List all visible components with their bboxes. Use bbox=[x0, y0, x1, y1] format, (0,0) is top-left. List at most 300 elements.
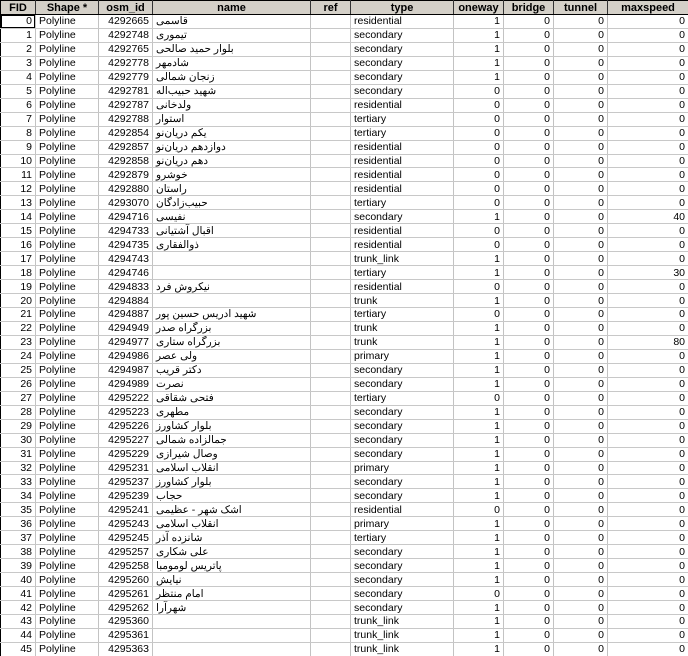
cell-type[interactable]: residential bbox=[351, 140, 454, 154]
cell-ref[interactable] bbox=[311, 335, 351, 349]
cell-oneway[interactable]: 1 bbox=[454, 56, 504, 70]
cell-name[interactable]: شادمهر bbox=[153, 56, 311, 70]
cell-ref[interactable] bbox=[311, 405, 351, 419]
column-header-name[interactable]: name bbox=[153, 1, 311, 15]
cell-name[interactable]: ولی عصر bbox=[153, 349, 311, 363]
cell-type[interactable]: trunk_link bbox=[351, 614, 454, 628]
cell-maxspeed[interactable]: 0 bbox=[608, 98, 688, 112]
cell-tunnel[interactable]: 0 bbox=[554, 433, 608, 447]
cell-bridge[interactable]: 0 bbox=[504, 642, 554, 656]
cell-osm_id[interactable]: 4295257 bbox=[99, 545, 153, 559]
cell-name[interactable]: شهید حبیب‌اله bbox=[153, 84, 311, 98]
cell-oneway[interactable]: 1 bbox=[454, 335, 504, 349]
cell-name[interactable]: مطهری bbox=[153, 405, 311, 419]
cell-shape[interactable]: Polyline bbox=[36, 349, 99, 363]
cell-maxspeed[interactable]: 0 bbox=[608, 587, 688, 601]
cell-bridge[interactable]: 0 bbox=[504, 196, 554, 210]
cell-name[interactable]: انقلاب اسلامی bbox=[153, 517, 311, 531]
cell-ref[interactable] bbox=[311, 475, 351, 489]
cell-shape[interactable]: Polyline bbox=[36, 475, 99, 489]
cell-bridge[interactable]: 0 bbox=[504, 419, 554, 433]
column-header-ref[interactable]: ref bbox=[311, 1, 351, 15]
cell-oneway[interactable]: 1 bbox=[454, 70, 504, 84]
cell-fid[interactable]: 17 bbox=[1, 252, 36, 266]
cell-maxspeed[interactable]: 0 bbox=[608, 112, 688, 126]
cell-name[interactable]: شهرآرا bbox=[153, 601, 311, 615]
cell-oneway[interactable]: 0 bbox=[454, 140, 504, 154]
cell-fid[interactable]: 13 bbox=[1, 196, 36, 210]
cell-oneway[interactable]: 1 bbox=[454, 405, 504, 419]
cell-oneway[interactable]: 0 bbox=[454, 238, 504, 252]
cell-oneway[interactable]: 1 bbox=[454, 628, 504, 642]
cell-tunnel[interactable]: 0 bbox=[554, 252, 608, 266]
cell-fid[interactable]: 43 bbox=[1, 614, 36, 628]
cell-tunnel[interactable]: 0 bbox=[554, 28, 608, 42]
cell-tunnel[interactable]: 0 bbox=[554, 601, 608, 615]
cell-type[interactable]: residential bbox=[351, 98, 454, 112]
cell-ref[interactable] bbox=[311, 321, 351, 335]
cell-bridge[interactable]: 0 bbox=[504, 308, 554, 322]
cell-maxspeed[interactable]: 0 bbox=[608, 154, 688, 168]
cell-bridge[interactable]: 0 bbox=[504, 517, 554, 531]
cell-tunnel[interactable]: 0 bbox=[554, 517, 608, 531]
cell-osm_id[interactable]: 4295243 bbox=[99, 517, 153, 531]
cell-oneway[interactable]: 1 bbox=[454, 642, 504, 656]
cell-ref[interactable] bbox=[311, 224, 351, 238]
cell-type[interactable]: secondary bbox=[351, 447, 454, 461]
cell-oneway[interactable]: 0 bbox=[454, 126, 504, 140]
cell-ref[interactable] bbox=[311, 140, 351, 154]
cell-oneway[interactable]: 1 bbox=[454, 42, 504, 56]
cell-shape[interactable]: Polyline bbox=[36, 489, 99, 503]
cell-shape[interactable]: Polyline bbox=[36, 70, 99, 84]
cell-type[interactable]: secondary bbox=[351, 84, 454, 98]
cell-fid[interactable]: 2 bbox=[1, 42, 36, 56]
cell-ref[interactable] bbox=[311, 503, 351, 517]
cell-oneway[interactable]: 0 bbox=[454, 503, 504, 517]
cell-tunnel[interactable]: 0 bbox=[554, 405, 608, 419]
cell-type[interactable]: tertiary bbox=[351, 196, 454, 210]
cell-shape[interactable]: Polyline bbox=[36, 419, 99, 433]
cell-tunnel[interactable]: 0 bbox=[554, 614, 608, 628]
cell-ref[interactable] bbox=[311, 210, 351, 224]
cell-bridge[interactable]: 0 bbox=[504, 545, 554, 559]
cell-bridge[interactable]: 0 bbox=[504, 182, 554, 196]
cell-shape[interactable]: Polyline bbox=[36, 182, 99, 196]
cell-ref[interactable] bbox=[311, 15, 351, 29]
cell-shape[interactable]: Polyline bbox=[36, 559, 99, 573]
cell-ref[interactable] bbox=[311, 573, 351, 587]
cell-bridge[interactable]: 0 bbox=[504, 280, 554, 294]
cell-shape[interactable]: Polyline bbox=[36, 168, 99, 182]
cell-bridge[interactable]: 0 bbox=[504, 126, 554, 140]
cell-bridge[interactable]: 0 bbox=[504, 628, 554, 642]
cell-maxspeed[interactable]: 0 bbox=[608, 196, 688, 210]
cell-maxspeed[interactable]: 0 bbox=[608, 503, 688, 517]
cell-name[interactable]: شانزده آذر bbox=[153, 531, 311, 545]
cell-shape[interactable]: Polyline bbox=[36, 140, 99, 154]
cell-tunnel[interactable]: 0 bbox=[554, 573, 608, 587]
cell-bridge[interactable]: 0 bbox=[504, 377, 554, 391]
cell-osm_id[interactable]: 4292858 bbox=[99, 154, 153, 168]
cell-type[interactable]: secondary bbox=[351, 587, 454, 601]
cell-tunnel[interactable]: 0 bbox=[554, 56, 608, 70]
cell-ref[interactable] bbox=[311, 98, 351, 112]
cell-tunnel[interactable]: 0 bbox=[554, 70, 608, 84]
cell-shape[interactable]: Polyline bbox=[36, 56, 99, 70]
cell-tunnel[interactable]: 0 bbox=[554, 545, 608, 559]
cell-maxspeed[interactable]: 0 bbox=[608, 182, 688, 196]
cell-type[interactable]: primary bbox=[351, 461, 454, 475]
cell-ref[interactable] bbox=[311, 308, 351, 322]
cell-ref[interactable] bbox=[311, 56, 351, 70]
cell-fid[interactable]: 36 bbox=[1, 517, 36, 531]
cell-name[interactable]: حجاب bbox=[153, 489, 311, 503]
cell-type[interactable]: secondary bbox=[351, 419, 454, 433]
cell-bridge[interactable]: 0 bbox=[504, 224, 554, 238]
cell-shape[interactable]: Polyline bbox=[36, 335, 99, 349]
cell-bridge[interactable]: 0 bbox=[504, 140, 554, 154]
cell-type[interactable]: secondary bbox=[351, 42, 454, 56]
cell-name[interactable]: نیکروش فرد bbox=[153, 280, 311, 294]
cell-tunnel[interactable]: 0 bbox=[554, 294, 608, 308]
cell-name[interactable]: اقبال آشتیانی bbox=[153, 224, 311, 238]
cell-fid[interactable]: 6 bbox=[1, 98, 36, 112]
cell-osm_id[interactable]: 4292788 bbox=[99, 112, 153, 126]
cell-shape[interactable]: Polyline bbox=[36, 545, 99, 559]
cell-shape[interactable]: Polyline bbox=[36, 321, 99, 335]
cell-oneway[interactable]: 1 bbox=[454, 614, 504, 628]
cell-ref[interactable] bbox=[311, 280, 351, 294]
cell-osm_id[interactable]: 4294986 bbox=[99, 349, 153, 363]
cell-bridge[interactable]: 0 bbox=[504, 461, 554, 475]
cell-osm_id[interactable]: 4295361 bbox=[99, 628, 153, 642]
cell-type[interactable]: tertiary bbox=[351, 112, 454, 126]
cell-oneway[interactable]: 0 bbox=[454, 112, 504, 126]
cell-name[interactable]: قاسمی bbox=[153, 15, 311, 29]
cell-name[interactable]: استوار bbox=[153, 112, 311, 126]
cell-tunnel[interactable]: 0 bbox=[554, 628, 608, 642]
cell-bridge[interactable]: 0 bbox=[504, 614, 554, 628]
cell-maxspeed[interactable]: 0 bbox=[608, 405, 688, 419]
cell-fid[interactable]: 1 bbox=[1, 28, 36, 42]
cell-shape[interactable]: Polyline bbox=[36, 642, 99, 656]
cell-maxspeed[interactable]: 0 bbox=[608, 489, 688, 503]
column-header-type[interactable]: type bbox=[351, 1, 454, 15]
cell-oneway[interactable]: 1 bbox=[454, 475, 504, 489]
cell-osm_id[interactable]: 4292879 bbox=[99, 168, 153, 182]
cell-shape[interactable]: Polyline bbox=[36, 252, 99, 266]
cell-bridge[interactable]: 0 bbox=[504, 363, 554, 377]
cell-osm_id[interactable]: 4294989 bbox=[99, 377, 153, 391]
cell-maxspeed[interactable]: 80 bbox=[608, 335, 688, 349]
cell-osm_id[interactable]: 4295241 bbox=[99, 503, 153, 517]
cell-osm_id[interactable]: 4294949 bbox=[99, 321, 153, 335]
cell-shape[interactable]: Polyline bbox=[36, 628, 99, 642]
cell-maxspeed[interactable]: 0 bbox=[608, 573, 688, 587]
cell-ref[interactable] bbox=[311, 112, 351, 126]
cell-ref[interactable] bbox=[311, 517, 351, 531]
cell-osm_id[interactable]: 4295363 bbox=[99, 642, 153, 656]
cell-name[interactable]: انقلاب اسلامی bbox=[153, 461, 311, 475]
cell-tunnel[interactable]: 0 bbox=[554, 168, 608, 182]
cell-tunnel[interactable]: 0 bbox=[554, 377, 608, 391]
cell-maxspeed[interactable]: 0 bbox=[608, 252, 688, 266]
cell-maxspeed[interactable]: 0 bbox=[608, 531, 688, 545]
cell-tunnel[interactable]: 0 bbox=[554, 238, 608, 252]
cell-maxspeed[interactable]: 0 bbox=[608, 308, 688, 322]
cell-maxspeed[interactable]: 0 bbox=[608, 15, 688, 29]
cell-oneway[interactable]: 1 bbox=[454, 266, 504, 280]
cell-maxspeed[interactable]: 0 bbox=[608, 70, 688, 84]
cell-osm_id[interactable]: 4295360 bbox=[99, 614, 153, 628]
column-header-maxspeed[interactable]: maxspeed bbox=[608, 1, 688, 15]
cell-osm_id[interactable]: 4294987 bbox=[99, 363, 153, 377]
cell-tunnel[interactable]: 0 bbox=[554, 475, 608, 489]
cell-shape[interactable]: Polyline bbox=[36, 266, 99, 280]
cell-osm_id[interactable]: 4295229 bbox=[99, 447, 153, 461]
cell-name[interactable]: شهید ادریس حسین پور bbox=[153, 308, 311, 322]
cell-type[interactable]: trunk bbox=[351, 335, 454, 349]
cell-name[interactable]: جمالزاده شمالی bbox=[153, 433, 311, 447]
cell-maxspeed[interactable]: 0 bbox=[608, 349, 688, 363]
cell-oneway[interactable]: 0 bbox=[454, 587, 504, 601]
cell-osm_id[interactable]: 4295223 bbox=[99, 405, 153, 419]
cell-maxspeed[interactable]: 0 bbox=[608, 321, 688, 335]
cell-osm_id[interactable]: 4294716 bbox=[99, 210, 153, 224]
cell-maxspeed[interactable]: 0 bbox=[608, 280, 688, 294]
cell-fid[interactable]: 12 bbox=[1, 182, 36, 196]
cell-maxspeed[interactable]: 0 bbox=[608, 28, 688, 42]
cell-shape[interactable]: Polyline bbox=[36, 28, 99, 42]
cell-ref[interactable] bbox=[311, 559, 351, 573]
cell-osm_id[interactable]: 4292665 bbox=[99, 15, 153, 29]
cell-fid[interactable]: 28 bbox=[1, 405, 36, 419]
cell-maxspeed[interactable]: 0 bbox=[608, 461, 688, 475]
cell-oneway[interactable]: 1 bbox=[454, 321, 504, 335]
cell-ref[interactable] bbox=[311, 531, 351, 545]
cell-osm_id[interactable]: 4294833 bbox=[99, 280, 153, 294]
cell-fid[interactable]: 8 bbox=[1, 126, 36, 140]
cell-type[interactable]: residential bbox=[351, 154, 454, 168]
cell-shape[interactable]: Polyline bbox=[36, 98, 99, 112]
cell-maxspeed[interactable]: 0 bbox=[608, 238, 688, 252]
cell-shape[interactable]: Polyline bbox=[36, 363, 99, 377]
cell-bridge[interactable]: 0 bbox=[504, 573, 554, 587]
cell-oneway[interactable]: 1 bbox=[454, 573, 504, 587]
cell-bridge[interactable]: 0 bbox=[504, 70, 554, 84]
cell-tunnel[interactable]: 0 bbox=[554, 15, 608, 29]
cell-name[interactable]: نفیسی bbox=[153, 210, 311, 224]
cell-fid[interactable]: 42 bbox=[1, 601, 36, 615]
current-record-indicator[interactable]: 0 bbox=[1, 15, 36, 29]
cell-fid[interactable]: 3 bbox=[1, 56, 36, 70]
cell-type[interactable]: secondary bbox=[351, 433, 454, 447]
cell-ref[interactable] bbox=[311, 377, 351, 391]
cell-ref[interactable] bbox=[311, 238, 351, 252]
cell-fid[interactable]: 34 bbox=[1, 489, 36, 503]
cell-shape[interactable]: Polyline bbox=[36, 377, 99, 391]
cell-maxspeed[interactable]: 30 bbox=[608, 266, 688, 280]
cell-fid[interactable]: 18 bbox=[1, 266, 36, 280]
cell-type[interactable]: primary bbox=[351, 349, 454, 363]
cell-tunnel[interactable]: 0 bbox=[554, 391, 608, 405]
cell-name[interactable]: بلوار حمید صالحی bbox=[153, 42, 311, 56]
cell-type[interactable]: tertiary bbox=[351, 391, 454, 405]
cell-osm_id[interactable]: 4295261 bbox=[99, 587, 153, 601]
cell-name[interactable]: نصرت bbox=[153, 377, 311, 391]
cell-maxspeed[interactable]: 0 bbox=[608, 377, 688, 391]
cell-shape[interactable]: Polyline bbox=[36, 461, 99, 475]
cell-tunnel[interactable]: 0 bbox=[554, 84, 608, 98]
cell-osm_id[interactable]: 4292781 bbox=[99, 84, 153, 98]
cell-ref[interactable] bbox=[311, 545, 351, 559]
cell-shape[interactable]: Polyline bbox=[36, 531, 99, 545]
cell-fid[interactable]: 11 bbox=[1, 168, 36, 182]
cell-fid[interactable]: 31 bbox=[1, 447, 36, 461]
cell-shape[interactable]: Polyline bbox=[36, 573, 99, 587]
cell-shape[interactable]: Polyline bbox=[36, 196, 99, 210]
cell-osm_id[interactable]: 4292880 bbox=[99, 182, 153, 196]
cell-shape[interactable]: Polyline bbox=[36, 210, 99, 224]
cell-oneway[interactable]: 1 bbox=[454, 545, 504, 559]
cell-shape[interactable]: Polyline bbox=[36, 294, 99, 308]
column-header-osm_id[interactable]: osm_id bbox=[99, 1, 153, 15]
cell-name[interactable]: اشک شهر - عظیمی bbox=[153, 503, 311, 517]
cell-tunnel[interactable]: 0 bbox=[554, 112, 608, 126]
cell-oneway[interactable]: 1 bbox=[454, 531, 504, 545]
cell-maxspeed[interactable]: 0 bbox=[608, 642, 688, 656]
cell-osm_id[interactable]: 4294743 bbox=[99, 252, 153, 266]
cell-oneway[interactable]: 1 bbox=[454, 517, 504, 531]
cell-tunnel[interactable]: 0 bbox=[554, 335, 608, 349]
cell-bridge[interactable]: 0 bbox=[504, 475, 554, 489]
cell-fid[interactable]: 23 bbox=[1, 335, 36, 349]
cell-oneway[interactable]: 0 bbox=[454, 98, 504, 112]
cell-osm_id[interactable]: 4295260 bbox=[99, 573, 153, 587]
cell-oneway[interactable]: 0 bbox=[454, 182, 504, 196]
cell-maxspeed[interactable]: 0 bbox=[608, 168, 688, 182]
cell-fid[interactable]: 26 bbox=[1, 377, 36, 391]
cell-maxspeed[interactable]: 0 bbox=[608, 628, 688, 642]
cell-fid[interactable]: 33 bbox=[1, 475, 36, 489]
cell-tunnel[interactable]: 0 bbox=[554, 419, 608, 433]
cell-type[interactable]: residential bbox=[351, 280, 454, 294]
cell-tunnel[interactable]: 0 bbox=[554, 140, 608, 154]
cell-name[interactable]: راستان bbox=[153, 182, 311, 196]
cell-bridge[interactable]: 0 bbox=[504, 168, 554, 182]
cell-ref[interactable] bbox=[311, 628, 351, 642]
cell-shape[interactable]: Polyline bbox=[36, 517, 99, 531]
cell-ref[interactable] bbox=[311, 447, 351, 461]
cell-ref[interactable] bbox=[311, 363, 351, 377]
cell-bridge[interactable]: 0 bbox=[504, 349, 554, 363]
cell-fid[interactable]: 41 bbox=[1, 587, 36, 601]
cell-shape[interactable]: Polyline bbox=[36, 503, 99, 517]
cell-bridge[interactable]: 0 bbox=[504, 84, 554, 98]
cell-ref[interactable] bbox=[311, 168, 351, 182]
cell-shape[interactable]: Polyline bbox=[36, 601, 99, 615]
cell-osm_id[interactable]: 4294887 bbox=[99, 308, 153, 322]
cell-bridge[interactable]: 0 bbox=[504, 252, 554, 266]
cell-type[interactable]: residential bbox=[351, 238, 454, 252]
cell-ref[interactable] bbox=[311, 182, 351, 196]
cell-maxspeed[interactable]: 0 bbox=[608, 559, 688, 573]
cell-type[interactable]: residential bbox=[351, 503, 454, 517]
cell-ref[interactable] bbox=[311, 587, 351, 601]
cell-maxspeed[interactable]: 40 bbox=[608, 210, 688, 224]
cell-bridge[interactable]: 0 bbox=[504, 503, 554, 517]
cell-tunnel[interactable]: 0 bbox=[554, 280, 608, 294]
cell-ref[interactable] bbox=[311, 42, 351, 56]
cell-fid[interactable]: 37 bbox=[1, 531, 36, 545]
cell-name[interactable]: فتحی شقاقی bbox=[153, 391, 311, 405]
cell-oneway[interactable]: 0 bbox=[454, 84, 504, 98]
cell-fid[interactable]: 29 bbox=[1, 419, 36, 433]
cell-tunnel[interactable]: 0 bbox=[554, 642, 608, 656]
cell-fid[interactable]: 4 bbox=[1, 70, 36, 84]
cell-maxspeed[interactable]: 0 bbox=[608, 224, 688, 238]
cell-type[interactable]: primary bbox=[351, 517, 454, 531]
cell-oneway[interactable]: 1 bbox=[454, 559, 504, 573]
cell-type[interactable]: trunk_link bbox=[351, 628, 454, 642]
cell-fid[interactable]: 5 bbox=[1, 84, 36, 98]
cell-fid[interactable]: 32 bbox=[1, 461, 36, 475]
cell-type[interactable]: secondary bbox=[351, 489, 454, 503]
cell-shape[interactable]: Polyline bbox=[36, 126, 99, 140]
cell-name[interactable]: وصال شیرازی bbox=[153, 447, 311, 461]
cell-osm_id[interactable]: 4295231 bbox=[99, 461, 153, 475]
cell-maxspeed[interactable]: 0 bbox=[608, 294, 688, 308]
cell-ref[interactable] bbox=[311, 154, 351, 168]
cell-osm_id[interactable]: 4295237 bbox=[99, 475, 153, 489]
cell-bridge[interactable]: 0 bbox=[504, 238, 554, 252]
cell-ref[interactable] bbox=[311, 433, 351, 447]
cell-oneway[interactable]: 1 bbox=[454, 601, 504, 615]
cell-fid[interactable]: 21 bbox=[1, 308, 36, 322]
cell-tunnel[interactable]: 0 bbox=[554, 489, 608, 503]
cell-ref[interactable] bbox=[311, 84, 351, 98]
cell-name[interactable] bbox=[153, 294, 311, 308]
cell-name[interactable] bbox=[153, 614, 311, 628]
column-header-oneway[interactable]: oneway bbox=[454, 1, 504, 15]
cell-tunnel[interactable]: 0 bbox=[554, 503, 608, 517]
cell-fid[interactable]: 27 bbox=[1, 391, 36, 405]
column-header-tunnel[interactable]: tunnel bbox=[554, 1, 608, 15]
cell-ref[interactable] bbox=[311, 614, 351, 628]
cell-shape[interactable]: Polyline bbox=[36, 614, 99, 628]
cell-type[interactable]: residential bbox=[351, 168, 454, 182]
cell-osm_id[interactable]: 4294977 bbox=[99, 335, 153, 349]
cell-type[interactable]: secondary bbox=[351, 475, 454, 489]
cell-shape[interactable]: Polyline bbox=[36, 280, 99, 294]
cell-fid[interactable]: 20 bbox=[1, 294, 36, 308]
cell-type[interactable]: secondary bbox=[351, 573, 454, 587]
cell-shape[interactable]: Polyline bbox=[36, 154, 99, 168]
cell-name[interactable]: بزرگراه ستاری bbox=[153, 335, 311, 349]
cell-ref[interactable] bbox=[311, 70, 351, 84]
cell-bridge[interactable]: 0 bbox=[504, 489, 554, 503]
cell-type[interactable]: trunk_link bbox=[351, 252, 454, 266]
cell-type[interactable]: residential bbox=[351, 182, 454, 196]
cell-type[interactable]: tertiary bbox=[351, 266, 454, 280]
cell-tunnel[interactable]: 0 bbox=[554, 321, 608, 335]
cell-tunnel[interactable]: 0 bbox=[554, 154, 608, 168]
cell-tunnel[interactable]: 0 bbox=[554, 210, 608, 224]
cell-type[interactable]: secondary bbox=[351, 377, 454, 391]
cell-fid[interactable]: 9 bbox=[1, 140, 36, 154]
cell-maxspeed[interactable]: 0 bbox=[608, 363, 688, 377]
